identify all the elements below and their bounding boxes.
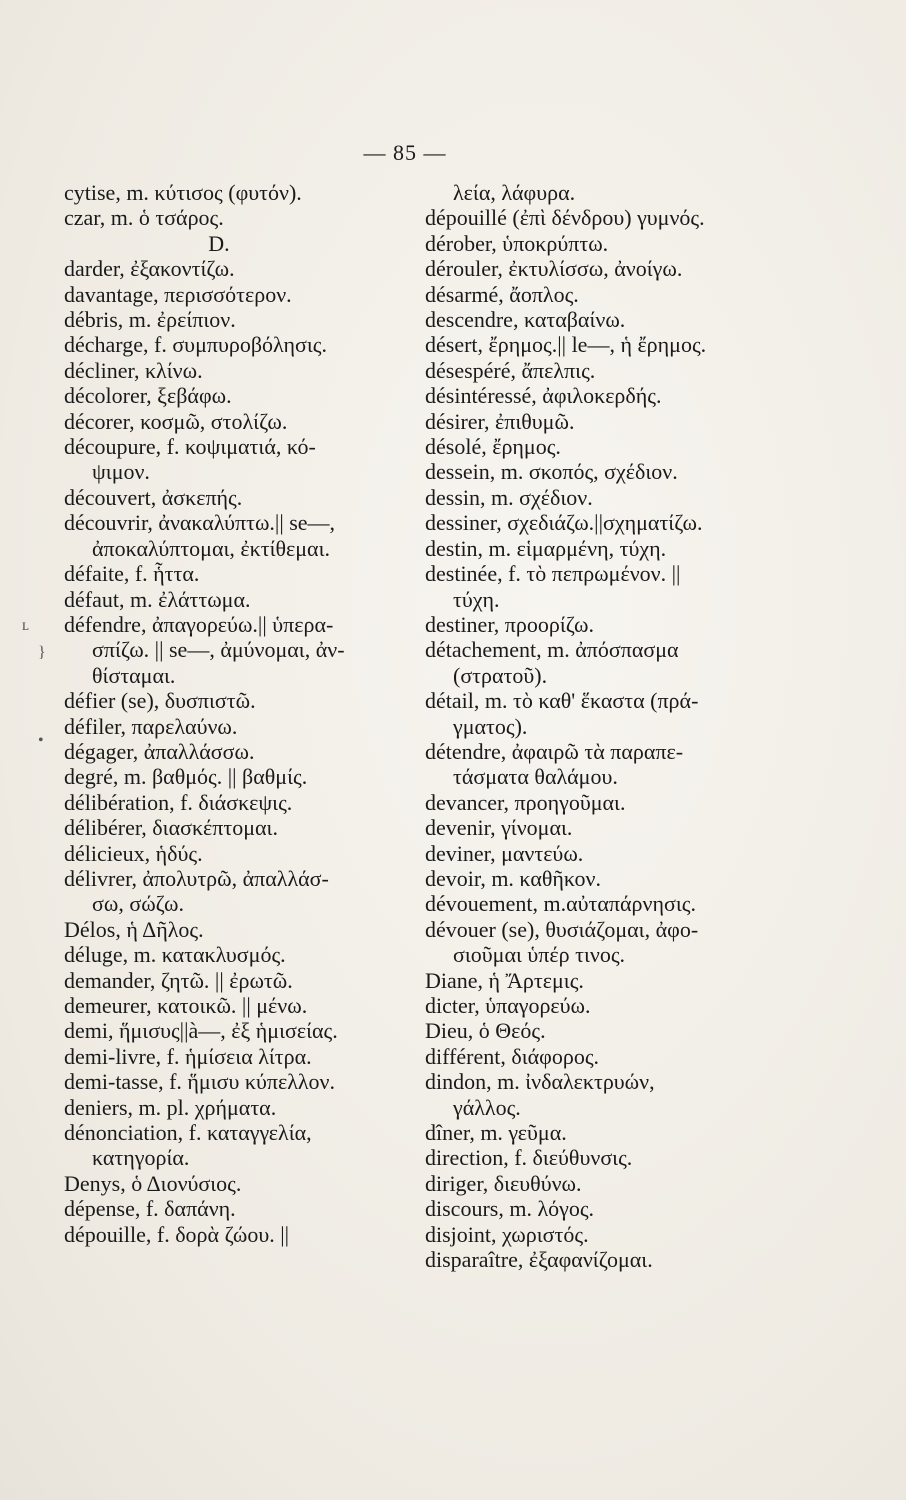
dictionary-entry: descendre, καταβαίνω. <box>425 307 626 333</box>
dictionary-entry: découvrir, ἀνακαλύπτω.|| se—, <box>64 510 336 536</box>
dictionary-entry: débris, m. ἐρείπιον. <box>64 307 236 333</box>
margin-mark: ʟ <box>22 617 29 634</box>
dictionary-entry: deviner, μαντεύω. <box>425 840 584 866</box>
entry-continuation: γάλλος. <box>453 1094 521 1120</box>
dictionary-entry: Délos, ἡ Δῆλος. <box>64 916 204 942</box>
entry-continuation: τύχη. <box>453 586 500 612</box>
dictionary-entry: diriger, διευθύνω. <box>425 1170 582 1196</box>
dictionary-entry: dessiner, σχεδιάζω.||σχηματίζω. <box>425 510 703 536</box>
dictionary-entry: décliner, κλίνω. <box>64 357 203 383</box>
dictionary-entry: désintéressé, ἀφιλοκερδής. <box>425 383 662 409</box>
page-number: — 85 — <box>363 140 447 165</box>
dictionary-entry: Denys, ὁ Διονύσιος. <box>64 1170 242 1196</box>
entry-continuation: (στρατοῦ). <box>453 662 548 688</box>
dictionary-entry: dévouement, m.αὐταπάρνησις. <box>425 891 696 917</box>
dictionary-entry: décorer, κοσμῶ, στολίζω. <box>64 408 288 434</box>
dictionary-entry: délibérer, διασκέπτομαι. <box>64 815 278 841</box>
dictionary-entry: dépense, f. δαπάνη. <box>64 1196 236 1222</box>
entry-continuation: θίσταμαι. <box>92 662 176 688</box>
dictionary-entry: devancer, προηγοῦμαι. <box>425 789 626 815</box>
dictionary-entry: désolé, ἔρημος. <box>425 434 561 460</box>
dictionary-entry: découvert, ἀσκεπής. <box>64 484 243 510</box>
dictionary-entry: défendre, ἀπαγορεύω.|| ὑπερα- <box>64 611 334 637</box>
left-column <box>64 180 414 1247</box>
dictionary-entry: dindon, m. ἰνδαλεκτρυών, <box>425 1069 655 1095</box>
dictionary-entry: délicieux, ἡδύς. <box>64 840 203 866</box>
entry-continuation: κατηγορία. <box>92 1145 190 1171</box>
dictionary-entry: Dieu, ὁ Θεός. <box>425 1018 546 1044</box>
dictionary-entry: dessein, m. σκοπός, σχέδιον. <box>425 459 678 485</box>
dictionary-entry: dicter, ὑπαγορεύω. <box>425 993 591 1018</box>
dictionary-entry: czar, m. ὁ τσάρος. <box>64 205 224 231</box>
entry-continuation: ψιμον. <box>92 459 150 485</box>
dictionary-entry: disjoint, χωριστός. <box>425 1221 589 1247</box>
entry-continuation: σπίζω. || se—, ἀμύνομαι, ἀν- <box>92 637 345 663</box>
right-column <box>425 180 795 1272</box>
dictionary-entry: décharge, f. συμπυροβόλησις. <box>64 332 328 358</box>
dictionary-entry: demi-tasse, f. ἥμισυ κύπελλον. <box>64 1069 335 1095</box>
dictionary-entry: direction, f. διεύθυνσις. <box>425 1145 633 1171</box>
dictionary-entry: détail, m. τὸ καθ' ἕκαστα (πρά- <box>425 688 699 714</box>
dictionary-entry: dérober, ὑποκρύπτω. <box>425 230 609 256</box>
margin-mark: • <box>38 732 44 749</box>
dictionary-entry: désespéré, ἄπελπις. <box>425 357 596 383</box>
dictionary-entry: décolorer, ξεβάφω. <box>64 383 232 409</box>
dictionary-entry: demi-livre, f. ἡμίσεια λίτρα. <box>64 1043 312 1069</box>
dictionary-entry: différent, διάφορος. <box>425 1043 600 1069</box>
dictionary-entry: disparaître, ἐξαφανίζομαι. <box>425 1247 653 1273</box>
dictionary-entry: défaite, f. ἧττα. <box>64 561 200 587</box>
dictionary-entry: dégager, ἀπαλλάσσω. <box>64 738 255 764</box>
dictionary-entry: Diane, ἡ Ἄρτεμις. <box>425 967 584 993</box>
dictionary-entry: défaut, m. ἐλάττωμα. <box>64 586 251 612</box>
dictionary-entry: défier (se), δυσπιστῶ. <box>64 688 256 714</box>
dictionary-entry: désert, ἔρημος.|| le—, ἡ ἔρημος. <box>425 332 707 358</box>
entry-continuation: λεία, λάφυρα. <box>453 180 576 205</box>
dictionary-entry: davantage, περισσότερον. <box>64 281 292 307</box>
dictionary-entry: deniers, m. pl. χρήματα. <box>64 1094 277 1120</box>
margin-mark: } <box>38 644 46 661</box>
entry-continuation: σιοῦμαι ὑπέρ τινος. <box>453 942 626 968</box>
dictionary-entry: destin, m. εἱμαρμένη, τύχη. <box>425 535 667 561</box>
dictionary-entry: destiner, προορίζω. <box>425 611 595 637</box>
dictionary-entry: délivrer, ἀπολυτρῶ, ἀπαλλάσ- <box>64 865 329 891</box>
entry-continuation: τάσματα θαλάμου. <box>453 764 618 790</box>
dictionary-entry: demi, ἥμισυς||à—, ἐξ ἡμισείας. <box>64 1018 338 1044</box>
dictionary-entry: destinée, f. τὸ πεπρωμένον. || <box>425 561 681 587</box>
dictionary-entry: dénonciation, f. καταγγελία, <box>64 1120 312 1146</box>
entry-continuation: σω, σώζω. <box>92 891 184 917</box>
dictionary-entry: déluge, m. κατακλυσμός. <box>64 942 286 968</box>
dictionary-entry: détachement, m. ἀπόσπασμα <box>425 637 679 663</box>
entry-continuation: ἀποκαλύπτομαι, ἐκτίθεμαι. <box>92 535 331 561</box>
dictionary-entry: demander, ζητῶ. || ἐρωτῶ. <box>64 967 293 993</box>
dictionary-entry: degré, m. βαθμός. || βαθμίς. <box>64 764 308 790</box>
dictionary-entry: dessin, m. σχέδιον. <box>425 484 593 510</box>
entry-continuation: γματος). <box>453 713 528 739</box>
dictionary-entry: discours, m. λόγος. <box>425 1196 595 1222</box>
dictionary-entry: délibération, f. διάσκεψις. <box>64 789 293 815</box>
dictionary-entry: dépouillé (ἐπὶ δένδρου) γυμνός. <box>425 205 705 231</box>
dictionary-entry: dérouler, ἐκτυλίσσω, ἀνοίγω. <box>425 256 683 282</box>
dictionary-entry: dîner, m. γεῦμα. <box>425 1120 567 1146</box>
dictionary-entry: devenir, γίνομαι. <box>425 815 573 841</box>
section-heading: D. <box>208 230 230 256</box>
dictionary-entry: découpure, f. κοψιματιά, κό- <box>64 434 316 460</box>
dictionary-entry: dévouer (se), θυσιάζομαι, ἀφο- <box>425 916 699 942</box>
dictionary-entry: dépouille, f. δορὰ ζώου. || <box>64 1221 290 1247</box>
dictionary-entry: défiler, παρελαύνω. <box>64 713 238 739</box>
dictionary-entry: désarmé, ἄοπλος. <box>425 281 579 307</box>
dictionary-entry: darder, ἐξακοντίζω. <box>64 256 235 282</box>
dictionary-entry: demeurer, κατοικῶ. || μένω. <box>64 993 308 1018</box>
dictionary-entry: cytise, m. κύτισος (φυτόν). <box>64 180 302 205</box>
dictionary-entry: détendre, ἀφαιρῶ τὰ παραπε- <box>425 738 684 764</box>
dictionary-entry: désirer, ἐπιθυμῶ. <box>425 408 575 434</box>
dictionary-entry: devoir, m. καθῆκον. <box>425 865 601 891</box>
